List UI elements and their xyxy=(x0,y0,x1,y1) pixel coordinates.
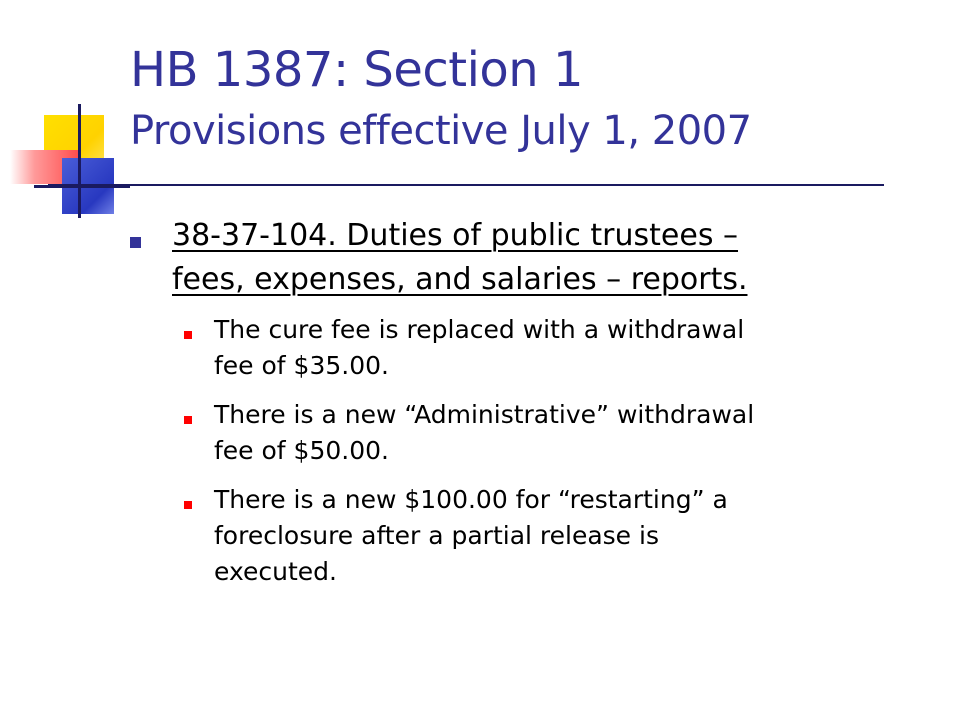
slide-body xyxy=(130,214,920,603)
main-bullet-item xyxy=(130,214,920,302)
main-bullet-text xyxy=(172,214,920,302)
main-bullet-line-2: fees, expenses, and salaries – reports. xyxy=(172,262,748,297)
sub-bullet-line: fee of $50.00. xyxy=(214,436,389,465)
square-bullet-icon xyxy=(130,237,141,248)
sub-bullet-text xyxy=(214,397,920,469)
square-bullet-icon xyxy=(184,501,192,509)
sub-bullet-item xyxy=(172,482,920,590)
sub-bullet-item xyxy=(172,397,920,469)
square-bullet-icon xyxy=(184,416,192,424)
sub-bullet-text xyxy=(214,482,920,590)
slide-title xyxy=(130,38,910,160)
title-line-1: HB 1387: Section 1 xyxy=(130,42,583,98)
title-rule xyxy=(48,184,884,186)
sub-bullet-line: There is a new $100.00 for “restarting” a xyxy=(214,485,728,514)
sub-bullet-text xyxy=(214,312,920,384)
main-bullet-line-1: 38-37-104. Duties of public trustees – xyxy=(172,218,739,253)
title-line-2: Provisions effective July 1, 2007 xyxy=(130,108,752,154)
corner-ornament-icon xyxy=(0,0,140,240)
square-bullet-icon xyxy=(184,331,192,339)
sub-bullet-line: foreclosure after a partial release is xyxy=(214,521,659,550)
sub-bullet-line: fee of $35.00. xyxy=(214,351,389,380)
sub-bullet-line: executed. xyxy=(214,557,337,586)
sub-bullet-line: There is a new “Administrative” withdrawal xyxy=(214,400,755,429)
sub-bullet-item xyxy=(172,312,920,384)
sub-bullet-line: The cure fee is replaced with a withdrawal xyxy=(214,315,745,344)
ornament-vertical-line xyxy=(78,104,81,218)
